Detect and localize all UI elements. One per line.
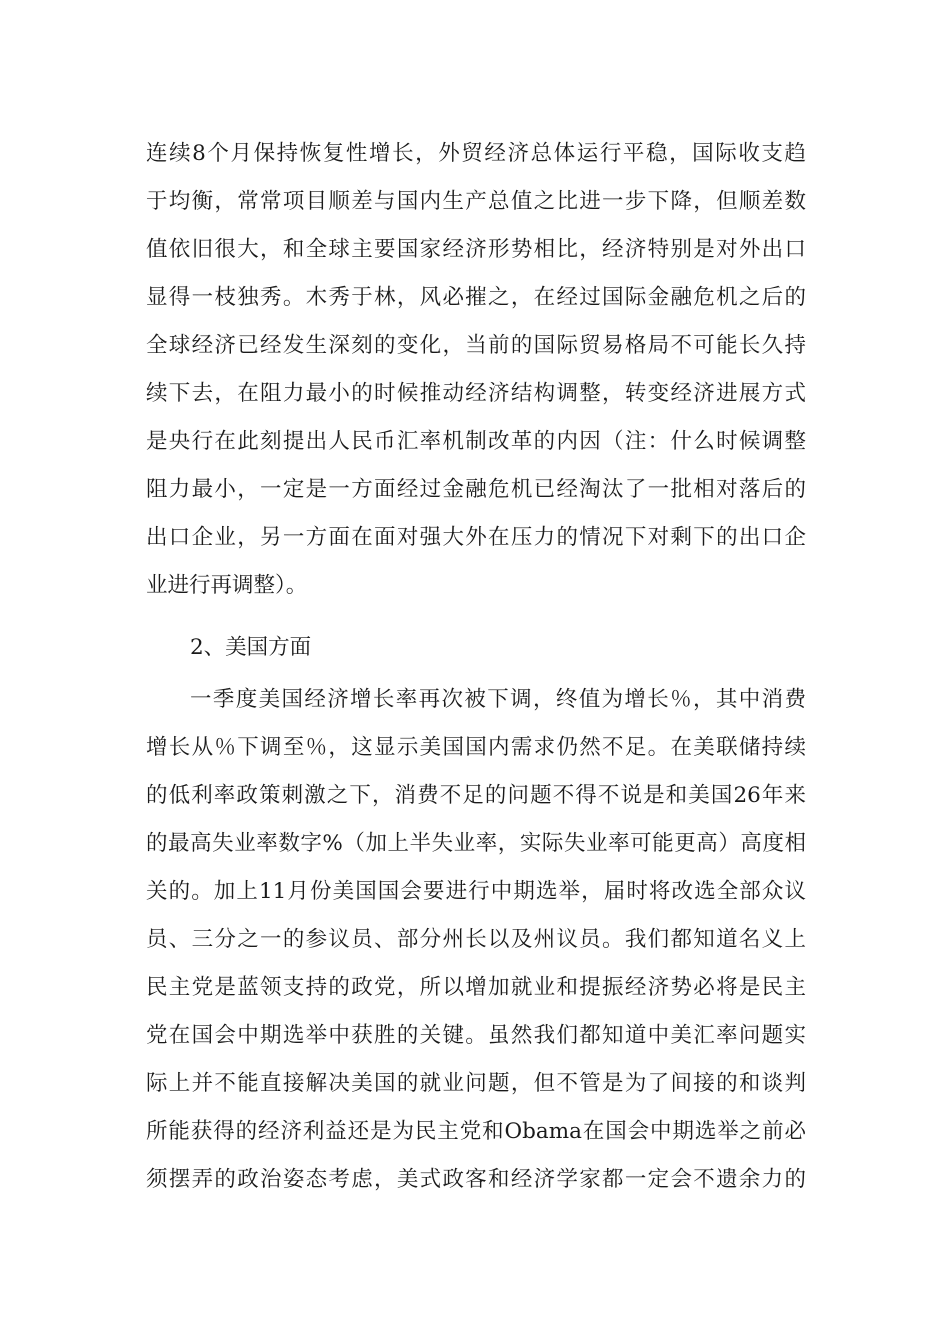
paragraph-line: 增长从％下调至％，这显示美国国内需求仍然不足。在美联储持续 <box>146 735 806 760</box>
paragraph-line: 际上并不能直接解决美国的就业问题，但不管是为了间接的和谈判 <box>146 1071 806 1096</box>
paragraph-line: 于均衡，常常项目顺差与国内生产总值之比进一步下降，但顺差数 <box>146 189 806 214</box>
paragraph-line: 的最高失业率数字%（加上半失业率，实际失业率可能更高）高度相 <box>146 831 806 856</box>
paragraph-line: 民主党是蓝领支持的政党，所以增加就业和提振经济势必将是民主 <box>146 975 806 1000</box>
paragraph-line: 员、三分之一的参议员、部分州长以及州议员。我们都知道名义上 <box>146 927 806 952</box>
paragraph-line: 值依旧很大，和全球主要国家经济形势相比，经济特别是对外出口 <box>146 237 806 262</box>
paragraph-line: 关的。加上11月份美国国会要进行中期选举，届时将改选全部众议 <box>146 879 806 904</box>
paragraph-line: 所能获得的经济利益还是为民主党和Obama在国会中期选举之前必 <box>146 1119 806 1144</box>
paragraph-line: 业进行再调整）。 <box>146 573 308 598</box>
paragraph-line: 全球经济已经发生深刻的变化，当前的国际贸易格局不可能长久持 <box>146 333 806 358</box>
paragraph-line: 阻力最小，一定是一方面经过金融危机已经淘汰了一批相对落后的 <box>146 477 806 502</box>
paragraph-line: 是央行在此刻提出人民币汇率机制改革的内因（注：什么时候调整 <box>146 429 806 454</box>
paragraph-line: 一季度美国经济增长率再次被下调，终值为增长％，其中消费 <box>190 687 806 712</box>
paragraph-line: 续下去，在阻力最小的时候推动经济结构调整，转变经济进展方式 <box>146 381 806 406</box>
paragraph-line: 出口企业，另一方面在面对强大外在压力的情况下对剩下的出口企 <box>146 525 806 550</box>
paragraph-line: 的低利率政策刺激之下，消费不足的问题不得不说是和美国26年来 <box>146 783 806 808</box>
section-heading: 2、美国方面 <box>190 635 312 660</box>
paragraph-line: 党在国会中期选举中获胜的关键。虽然我们都知道中美汇率问题实 <box>146 1023 806 1048</box>
paragraph-line: 显得一枝独秀。木秀于林，风必摧之，在经过国际金融危机之后的 <box>146 285 806 310</box>
paragraph-line: 须摆弄的政治姿态考虑，美式政客和经济学家都一定会不遗余力的 <box>146 1167 806 1192</box>
paragraph-line: 连续8个月保持恢复性增长，外贸经济总体运行平稳，国际收支趋 <box>146 141 806 166</box>
